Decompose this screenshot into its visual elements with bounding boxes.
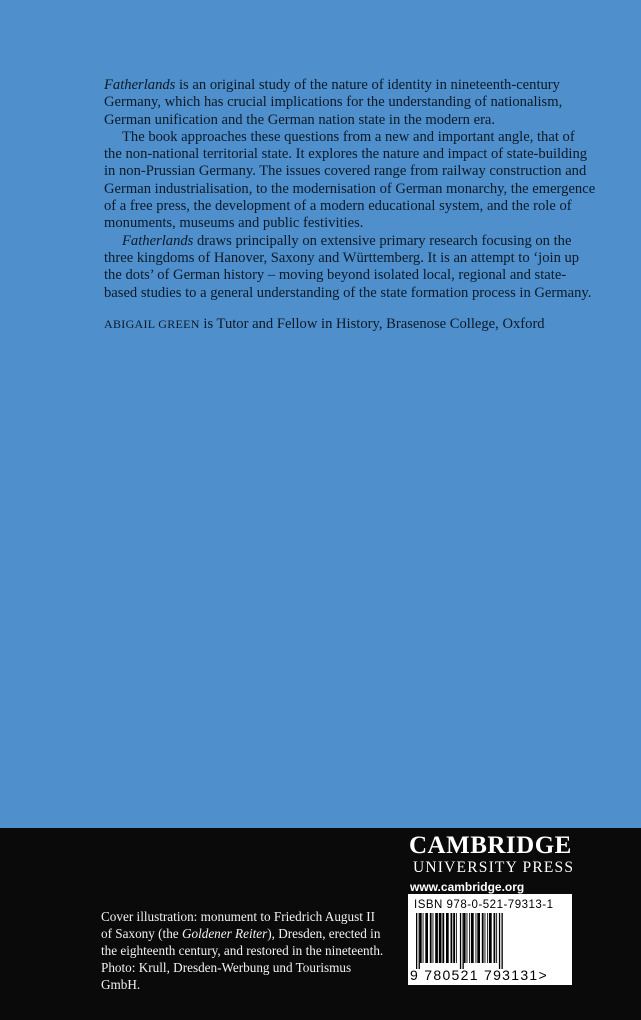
caption-text-1: Cover illustration: monument to Friedrich August II of Saxony (the [101,909,375,941]
publisher-subtitle: UNIVERSITY PRESS [413,859,575,876]
blurb-paragraph-3-text: draws principally on extensive primary research focusing on the three kingdoms of Hanover, Saxony and Württemberg. It is an attempt to ‘join up the dots’ of German history – moving beyond isolated local, regional and state-based studies to a general understanding of the state formation process in Germany. [104,232,592,301]
blurb-text [104,77,596,333]
isbn-label: ISBN 978-0-521-79313-1 [414,899,554,911]
barcode-icon [414,913,564,969]
blurb-paragraph-1-text: is an original study of the nature of identity in nineteenth-century Germany, which has crucial implications for the understanding of nationalism, German unification and the German nation state in the modern era. [104,77,563,128]
author-bio [104,316,596,333]
book-title-italic: Fatherlands [104,77,176,93]
barcode-digits [410,967,572,983]
publisher-url-link[interactable]: www.cambridge.org [410,880,525,894]
author-name: ABIGAIL GREEN [104,316,200,331]
blurb-paragraph-2: The book approaches these questions from a new and important angle, that of the non-national territorial state. It explores the nature and impact of state-building in non-Prussian Germany. The issues covered range from railway construction and German industrialisation, to the modernisation of German monarchy, the emergence of a free press, the development of a modern educational system, and the role of monuments, museums and public festivities. [104,128,596,232]
black-panel [0,828,641,1020]
caption-text-2: ), Dresden, erected in the eighteenth century, and restored in the nineteenth. Photo: Krull, Dresden-Werbung und Tourismus GmbH. [101,926,384,992]
publisher-name: CAMBRIDGE [409,832,572,859]
blurb-paragraph-3 [104,233,596,302]
cover-illustration-caption [101,908,386,993]
blurb-paragraph-1 [104,77,596,129]
barcode-number: 9 780521 793131 [410,967,539,983]
book-title-italic: Fatherlands [122,232,194,249]
author-bio-text: is Tutor and Fellow in History, Brasenose College, Oxford [199,315,545,332]
publisher-logo [409,832,579,894]
caption-italic: Goldener Reiter [181,926,268,941]
barcode-arrow: > [538,967,548,983]
barcode-box [408,894,572,985]
